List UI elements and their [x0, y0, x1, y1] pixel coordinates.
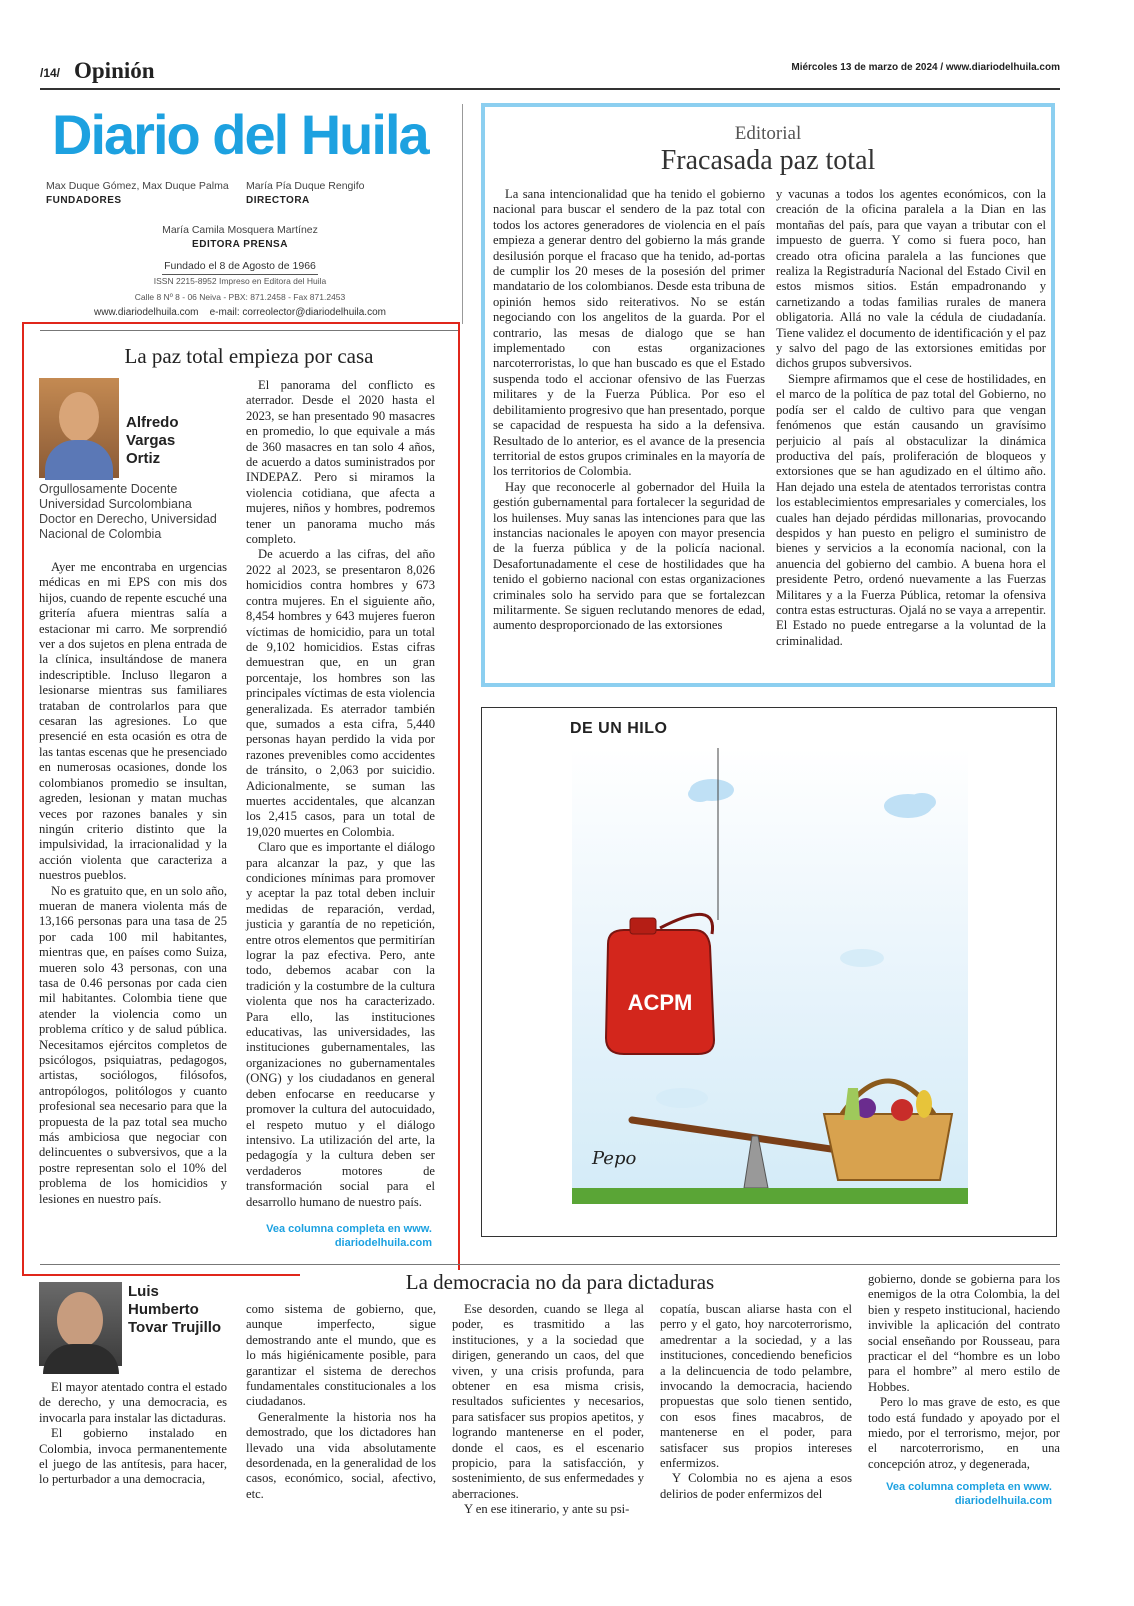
paragraph: y vacunas a todos los agentes económicos, con la creación de la oficina paralela a la Dian en las montañas del país, para que vayan a tributar con el impuesto de guerra. Y como si fuera poco, han creado otra oficina paralela a las funciones que realiza la Registraduría Nacional del Estado Civil en estos mismos sitios. Están empadronando y carnetizando a todas familias rurales de manera obligatoria. Allá no vale la cédula de ciudadanía. Tiene validez el documento de identificación y el paz y salvo del pago de las extorsiones emitidas por dichos grupos subversivos.: [776, 187, 1046, 371]
editorial-box: [481, 103, 1055, 687]
paragraph: Hay que reconocerle al gobernador del Huila la gestión gubernamental para fortalecer la seguridad de los huilenses. Muy sanas las intenciones para que las instancias nacionales le apoyen con mayor presencia de la fuerza pública y de la policía nacional. Desafortunadamente el cese de hostilidades que ha tenido el gobierno nacional con estas organizaciones criminales solo ha servido para que se fortalezcan militarmente. Se siguen reclutando menores de edad, aumento desproporcionado de las extorsiones: [493, 479, 765, 633]
paragraph: Pero lo mas grave de esto, es que todo está fundado y apoyado por el miedo, por el terrorismo, mejor, por el narcoterrorismo, en una concepción atroz, y degenerada,: [868, 1395, 1060, 1471]
paragraph: copatía, buscan aliarse hasta con el perro y el gato, hoy narcoterrorismo, amedrentar a la sociedad, y a las instituciones, concediendo beneficios a la delincuencia de todo pelambre, invocando la democracia, haciendo propuestas que solo tienen sentido, con esos fines macabros, de mantenerse en el poder, para satisfacer sus propios intereses enfermizos.: [660, 1302, 852, 1471]
contact-line[interactable]: www.diariodelhuila.com e-mail: correolector@diariodelhuila.com: [94, 307, 386, 318]
masthead: [40, 100, 460, 322]
section-title: Opinión: [74, 58, 155, 83]
paragraph: Generalmente la historia nos ha demostrado, que los dictadores han llevado una vida absolutamente desordenada, en la generalidad de los casos, económico, social, afectivo, etc.: [246, 1409, 436, 1501]
grass: [572, 1188, 968, 1204]
cartoon-illustration: [572, 748, 968, 1204]
issn: ISSN 2215-8952 Impreso en Editora del Huila: [153, 276, 327, 286]
editor-label: EDITORA PRENSA: [192, 239, 288, 250]
founded-underline: [162, 274, 318, 275]
column-2-col-3: [452, 1302, 644, 1517]
paragraph: No es gratuito que, en un solo año, mueran de manera violenta más de 13,166 personas para una tasa de 25 por cada 100 mil habitantes, mientras que, en países como Suiza, mueren solo 43 personas, con una tasa de 0.46 personas por cada cien mil habitantes. Colombia tiene que atender la violencia como un problema crítico y de salud pública. Necesitamos ejércitos completos de psicólogos, psiquiatras, pedagogos, artistas, sociólogos, filósofos, antropólogos, politólogos y cuanto profesional sea necesario para que la propuesta de la paz total sea mucho más ambiciosa que negociar con delincuentes o subversivos, que a la postre representan solo el 10% del problema de los homicidios y lesiones en nuestro país.: [39, 883, 227, 1206]
director-name: María Pía Duque Rengifo: [246, 180, 365, 192]
column-2-col-2: [246, 1302, 436, 1506]
column-1-title: La paz total empieza por casa: [124, 344, 374, 368]
avatar: [39, 1282, 122, 1366]
column-1-author: Alfredo Vargas Ortiz: [126, 414, 179, 467]
paragraph: Siempre afirmamos que el cese de hostilidades, en el marco de la política de paz total del Gobierno, no podía ser el caldo de cultivo para que vengan fenómenos que están causando un gravísimo perjuicio al país al obstaculizar la dinámica productiva del país, proliferación de bloqueos y extorsiones que se han agudizado en el último año. Han dejado una estela de atentados terroristas contra los establecimientos empresariales y comerciales, los cuales han dejado pérdidas millonarias, provocando despidos y han puesto en peligro el suministro de bienes y servicios a la economía nacional, con la anuencia del gobierno del cambio. A buena hora el presidente Petro, ordenó nuevamente a las Fuerzas Militares y a la Fuerza Pública, retomar la ofensiva contra estas estructuras. Ojalá no se vaya a arrepentir. El Estado no puede entregarse a la voluntad de la criminalidad.: [776, 371, 1046, 648]
cartoon-title: DE UN HILO: [570, 720, 668, 737]
column-1-top-rule: [40, 330, 458, 331]
director-label: DIRECTORA: [246, 195, 310, 206]
editorial-left-column: [493, 187, 765, 677]
editorial-kicker: Editorial: [734, 123, 802, 144]
column-2-title: La democracia no da para dictaduras: [300, 1270, 820, 1295]
paragraph: Ese desorden, cuando se llega al poder, es trasmitido a las instituciones, y a la sociedad que dirigen, generando un caos, del que viven, y una crisis profunda, para obtener en esa misma crisis, resultados suficientes y necesarios, para satisfacer sus propios apetitos, y logrando mantenerse en el poder, donde el caos, es el escenario propicio, para la satisfacción, y sostenimiento, de sus enfermedades y aberraciones.: [452, 1302, 644, 1501]
page-header: [40, 56, 1060, 86]
address: Calle 8 Nº 8 - 06 Neiva - PBX: 871.2458 - Fax 871.2453: [134, 292, 346, 302]
column-1-left-text: [39, 560, 227, 1248]
paragraph: El panorama del conflicto es aterrador. Desde el 2020 hasta el 2023, se han presentado 90 masacres en promedio, lo que equivale a más de 360 masacres en tan solo 4 años, de acuerdo a datos suministrados por INDEPAZ. Pero si miramos la violencia cotidiana, que afecta a mujeres, niños y hombres, podremos tener un panorama mucho más completo.: [246, 378, 435, 547]
fuel-can-icon: [606, 914, 714, 1054]
paragraph: La sana intencionalidad que ha tenido el gobierno nacional para buscar el sendero de la paz total con todos los actores generadores de violencia en el país empieza a generar dentro del gobierno la más grande desilusión porque el fracaso que ha tenido, ad-portas de cumplir los 20 meses de la posesión del primer mandatario de los colombianos. Desde esta tribuna de opinión hemos sido reiterativos. No se están negociando con los angelitos de la guarda. Por el contrario, las mesas de dialogo que se han implementado con estas organizaciones narcoterroristas, lo que han buscado es que el Estado suspenda todo el accionar ofensivo de las Fuerzas militares y de la Fuerza Pública. Por eso el debilitamiento progresivo que han presentado, porque se capacidad de respuesta ha sido a la defensiva. Resultado de lo anterior, es el avance de la presencia territorial de estos grupos criminales en la mayoría de los territorios de Colombia.: [493, 187, 765, 479]
paragraph: El mayor atentado contra el estado de derecho, y una democracia, es invocarla para instalar las dictaduras.: [39, 1380, 227, 1425]
paragraph: El gobierno instalado en Colombia, invoca permanentemente el juego de las antítesis, para hacer, lo perturbador a una democracia,: [39, 1426, 227, 1487]
newspaper-logo: Diario del Huila: [52, 103, 428, 166]
column-1-more-link[interactable]: Vea columna completa en www. diariodelhuila.com: [266, 1223, 432, 1249]
paragraph: Claro que es importante el diálogo para alcanzar la paz, y que las condiciones mínimas para promover y aceptar la paz total deben incluir medidas de reparación, verdad, justicia y garantía de no repetición, entre otros elementos que permitirían lograr la paz efectiva. Pero, ante todo, debemos acabar con la tradición y la costumbre de la cultura violenta que nos ha caracterizado. Para ello, las instituciones educativas, las universidades, las instituciones gubernamentales, las organizaciones no gubernamentales (ONG) y los ciudadanos en general deben enfocarse en reeducarse y promover la cultura del autocuidado, el respeto mutuo y el diálogo intensivo. La utilización del arte, la pedagogía y la cultura deben ser verdaderos motores de transformación social para el desarrollo humano de nuestro país.: [246, 840, 435, 1209]
editor-name: María Camila Mosquera Martínez: [162, 224, 318, 236]
column-2-top-rule: [40, 1264, 1060, 1265]
founders-names: Max Duque Gómez, Max Duque Palma: [46, 180, 229, 192]
editorial-title: Fracasada paz total: [660, 145, 876, 176]
header-rule: [40, 88, 1060, 90]
founded-date: Fundado el 8 de Agosto de 1966: [164, 260, 316, 272]
can-label: ACPM: [627, 990, 693, 1015]
vertical-rule: [462, 104, 463, 324]
editorial-right-column: [776, 187, 1046, 677]
column-2-author: Luis Humberto Tovar Trujillo: [128, 1283, 222, 1336]
page-number: /14/: [40, 66, 61, 80]
paragraph: Ayer me encontraba en urgencias médicas en mi EPS con mis dos hijos, cuando de repente escuché una gritería afuera mientras salía a estacionar mi carro. Me sorprendió ver a dos sujetos en plena entrada de la clínica, insultándose de manera indescriptible. Incluso llegaron a lesionarse mientras sus familiares trataban de controlarlos para que cesaran las agresiones. Lo que presencié en esta ocasión es otra de las tantas escenas que he presenciado en numerosas ocasiones, donde los colombianos promedio se insultan, agreden, lesionan y matan muchas veces por razones banales y sin ningún criterio distinto que la impulsividad, la irracionalidad y la acción violenta que caracteriza a nuestros pueblos.: [39, 560, 227, 883]
paragraph: Y en ese itinerario, y ante su psi-: [464, 1502, 630, 1517]
paragraph: Y Colombia no es ajena a esos delirios de poder enfermizos del: [660, 1471, 852, 1501]
date-and-site: Miércoles 13 de marzo de 2024 / www.diariodelhuila.com: [791, 62, 1060, 73]
cartoonist-signature: Pepo: [592, 1148, 637, 1169]
paragraph: De acuerdo a las cifras, del año 2022 al 2023, se presentaron 8,026 homicidios contra hombres y 673 contra mujeres. En el siguiente año, 8,454 hombres y 643 mujeres fueron víctimas de homicidio, para un total de 9,102 homicidios. Estas cifras demuestran que, en un gran porcentaje, los hombres son las principales víctimas de esta violencia generalizada. Es aterrador también que, sumados a esta cifra, 5,440 personas hayan perdido la vida por razones prevenibles como accidentes de tránsito, o 2,063 por suicidio. Adicionalmente, se suman las muertes accidentales, que alcanzan los 2,415 casos, para un total de 19,020 muertes en Colombia.: [246, 547, 435, 839]
paragraph: como sistema de gobierno, que, aunque imperfecto, sigue demostrando ante el mundo, que es lo más higiénicamente posible, para garantizar el sistema de derechos fundamentales constitucionales a los ciudadanos.: [246, 1302, 436, 1409]
column-2-col-4: [660, 1302, 852, 1506]
column-2-col-5: [868, 1272, 1060, 1472]
column-2-col-1: [39, 1380, 227, 1506]
column-2-more-link[interactable]: Vea columna completa en www. diariodelhuila.com: [886, 1481, 1052, 1507]
paragraph: gobierno, donde se gobierna para los enemigos de la otra Colombia, la del bien y respeto institucional, haciendo invivible la aplicación del contrato social enseñando por Rousseau, para practicar el del “hombre es un lobo para el hombre” al mero estilo de Hobbes.: [868, 1272, 1060, 1394]
avatar: [39, 378, 119, 478]
cartoon-frame: [481, 707, 1057, 1237]
column-1-right-text: [246, 378, 435, 1220]
column-1-bio: Orgullosamente Docente Universidad Surcolombiana Doctor en Derecho, Universidad Nacional de Colombia: [39, 482, 217, 541]
founders-label: FUNDADORES: [46, 195, 122, 206]
